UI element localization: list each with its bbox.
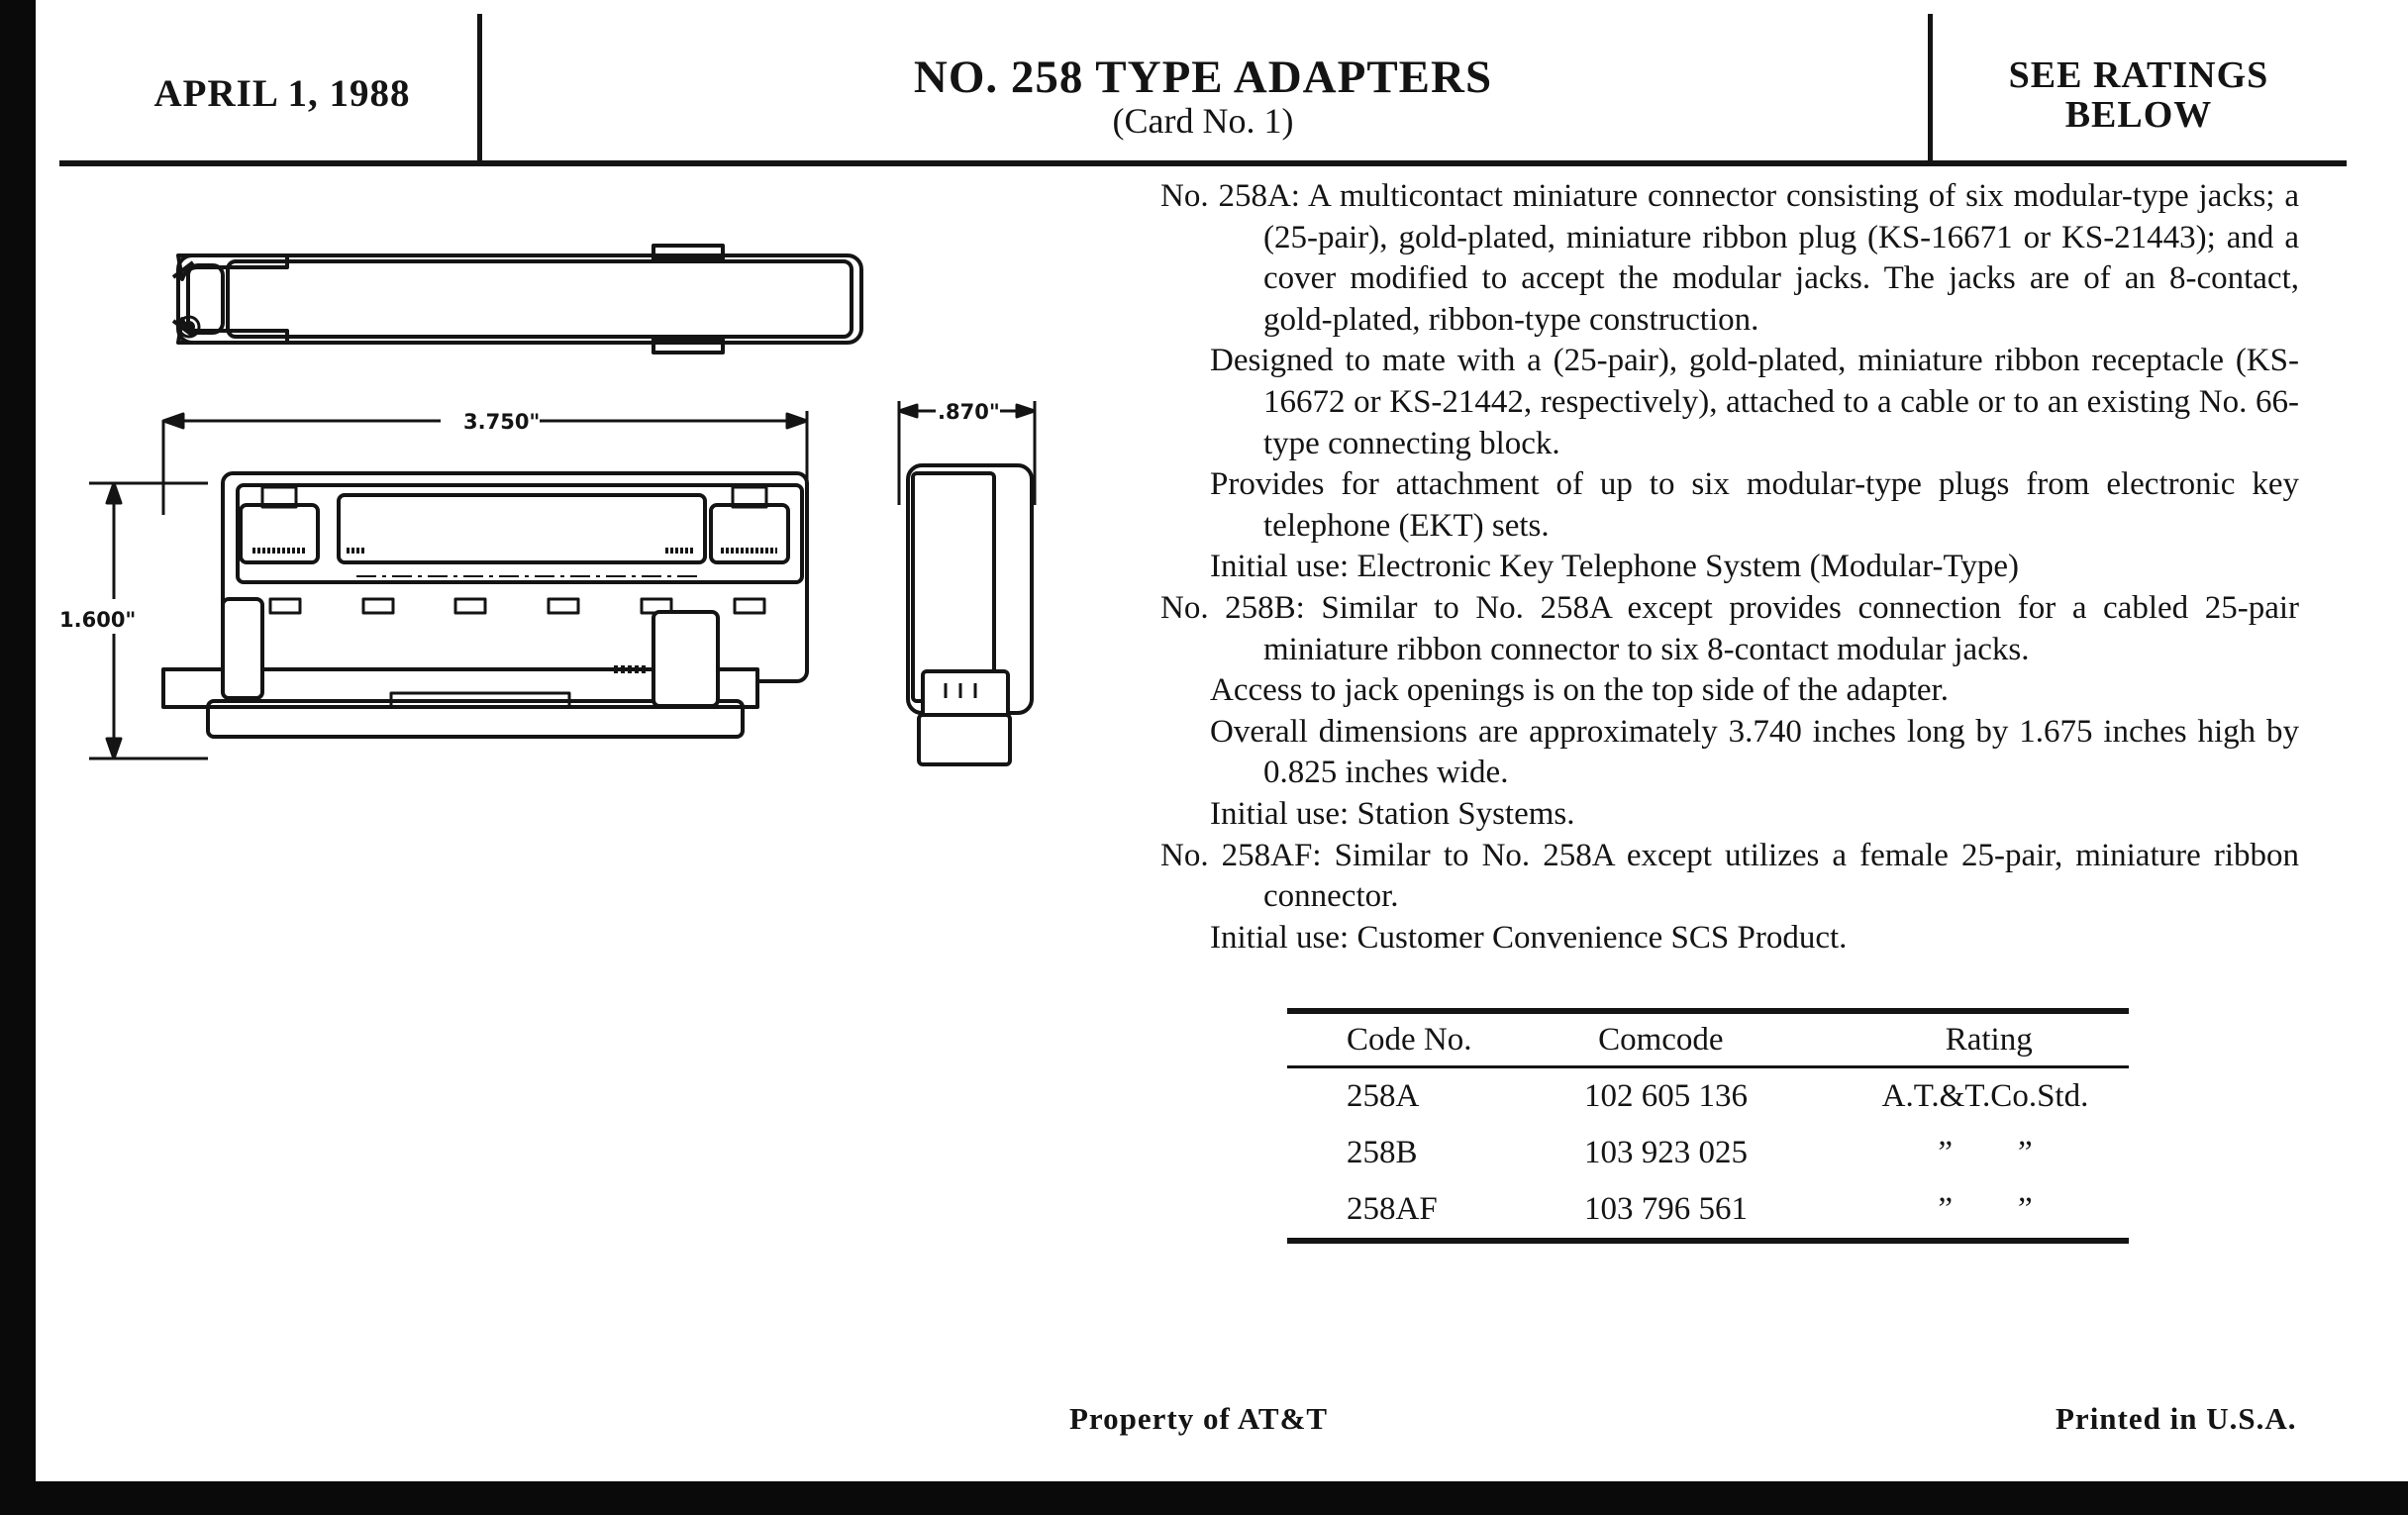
adapter-drawing <box>59 228 1069 782</box>
cell-rating: ” ” <box>1938 1135 2033 1170</box>
desc-258a-mate: Designed to mate with a (25-pair), gold-plated, miniature ribbon receptacle (KS-16672 or KS-21442, respectively), attached to a cable or to an existing No. 66-type connecting block. <box>1210 343 2299 461</box>
ratings-table <box>1287 1008 2129 1244</box>
table-row <box>1287 1125 2129 1181</box>
ratings-note-line-2: BELOW <box>2064 94 2213 136</box>
footer-property: Property of AT&T <box>1069 1401 1329 1436</box>
table-row <box>1287 1068 2129 1125</box>
header-divider-left <box>477 14 482 160</box>
desc-258af: No. 258AF: Similar to No. 258A except utilizes a female 25-pair, miniature ribbon connector. <box>1160 837 2299 915</box>
width-dimension-label: .870" <box>938 400 1000 424</box>
desc-258a-use: Initial use: Electronic Key Telephone System (Modular-Type) <box>1210 549 2020 585</box>
header-rule <box>59 160 2347 166</box>
side-view <box>908 465 1032 764</box>
desc-258af-use: Initial use: Customer Convenience SCS Product. <box>1210 919 1848 956</box>
table-header-row <box>1287 1014 2129 1068</box>
desc-258b-access: Access to jack openings is on the top side of the adapter. <box>1210 672 1949 709</box>
cell-comcode: 102 605 136 <box>1584 1078 1748 1114</box>
ratings-note <box>1936 55 2342 135</box>
table-row <box>1287 1181 2129 1238</box>
header-date: APRIL 1, 1988 <box>153 72 411 115</box>
cell-code: 258A <box>1347 1078 1420 1114</box>
cell-rating: ” ” <box>1938 1191 2033 1227</box>
desc-258a: No. 258A: A multicontact miniature connector consisting of six modular-type jacks; a (25-pair), gold-plated, miniature ribbon plug (KS-16671 or KS-21443); and a cover modified to accept the modular jacks. The jacks are of an 8-contact, gold-plated, ribbon-type construction. <box>1160 178 2299 338</box>
top-view <box>173 246 861 353</box>
height-dimension-label: 1.600" <box>59 608 137 632</box>
cell-comcode: 103 923 025 <box>1584 1135 1748 1170</box>
scan-edge-bottom <box>0 1481 2408 1515</box>
footer-printed: Printed in U.S.A. <box>2056 1401 2297 1436</box>
scan-edge-left <box>0 0 36 1515</box>
ratings-note-line-1: SEE RATINGS <box>2008 54 2269 96</box>
header-comcode: Comcode <box>1598 1021 1724 1058</box>
cell-rating: A.T.&T.Co.Std. <box>1881 1078 2089 1114</box>
page-subtitle: (Card No. 1) <box>1112 101 1294 141</box>
page-title: NO. 258 TYPE ADAPTERS <box>913 51 1493 103</box>
cell-code: 258B <box>1347 1135 1418 1170</box>
desc-258b-use: Initial use: Station Systems. <box>1210 795 1575 832</box>
description-block <box>1160 176 2299 959</box>
front-view <box>163 473 807 737</box>
header-divider-right <box>1928 14 1933 160</box>
header-rating: Rating <box>1945 1021 2033 1058</box>
cell-comcode: 103 796 561 <box>1584 1191 1748 1227</box>
desc-258b-dimensions: Overall dimensions are approximately 3.740 inches long by 1.675 inches high by 0.825 inches wide. <box>1210 713 2299 791</box>
desc-258b: No. 258B: Similar to No. 258A except provides connection for a cabled 25-pair miniature ribbon connector to six 8-contact modular jacks. <box>1160 589 2299 667</box>
desc-258a-attach: Provides for attachment of up to six modular-type plugs from electronic key telephone (EKT) sets. <box>1210 466 2299 544</box>
header-code-no: Code No. <box>1347 1021 1472 1058</box>
cell-code: 258AF <box>1347 1191 1438 1227</box>
length-dimension-label: 3.750" <box>463 410 541 434</box>
